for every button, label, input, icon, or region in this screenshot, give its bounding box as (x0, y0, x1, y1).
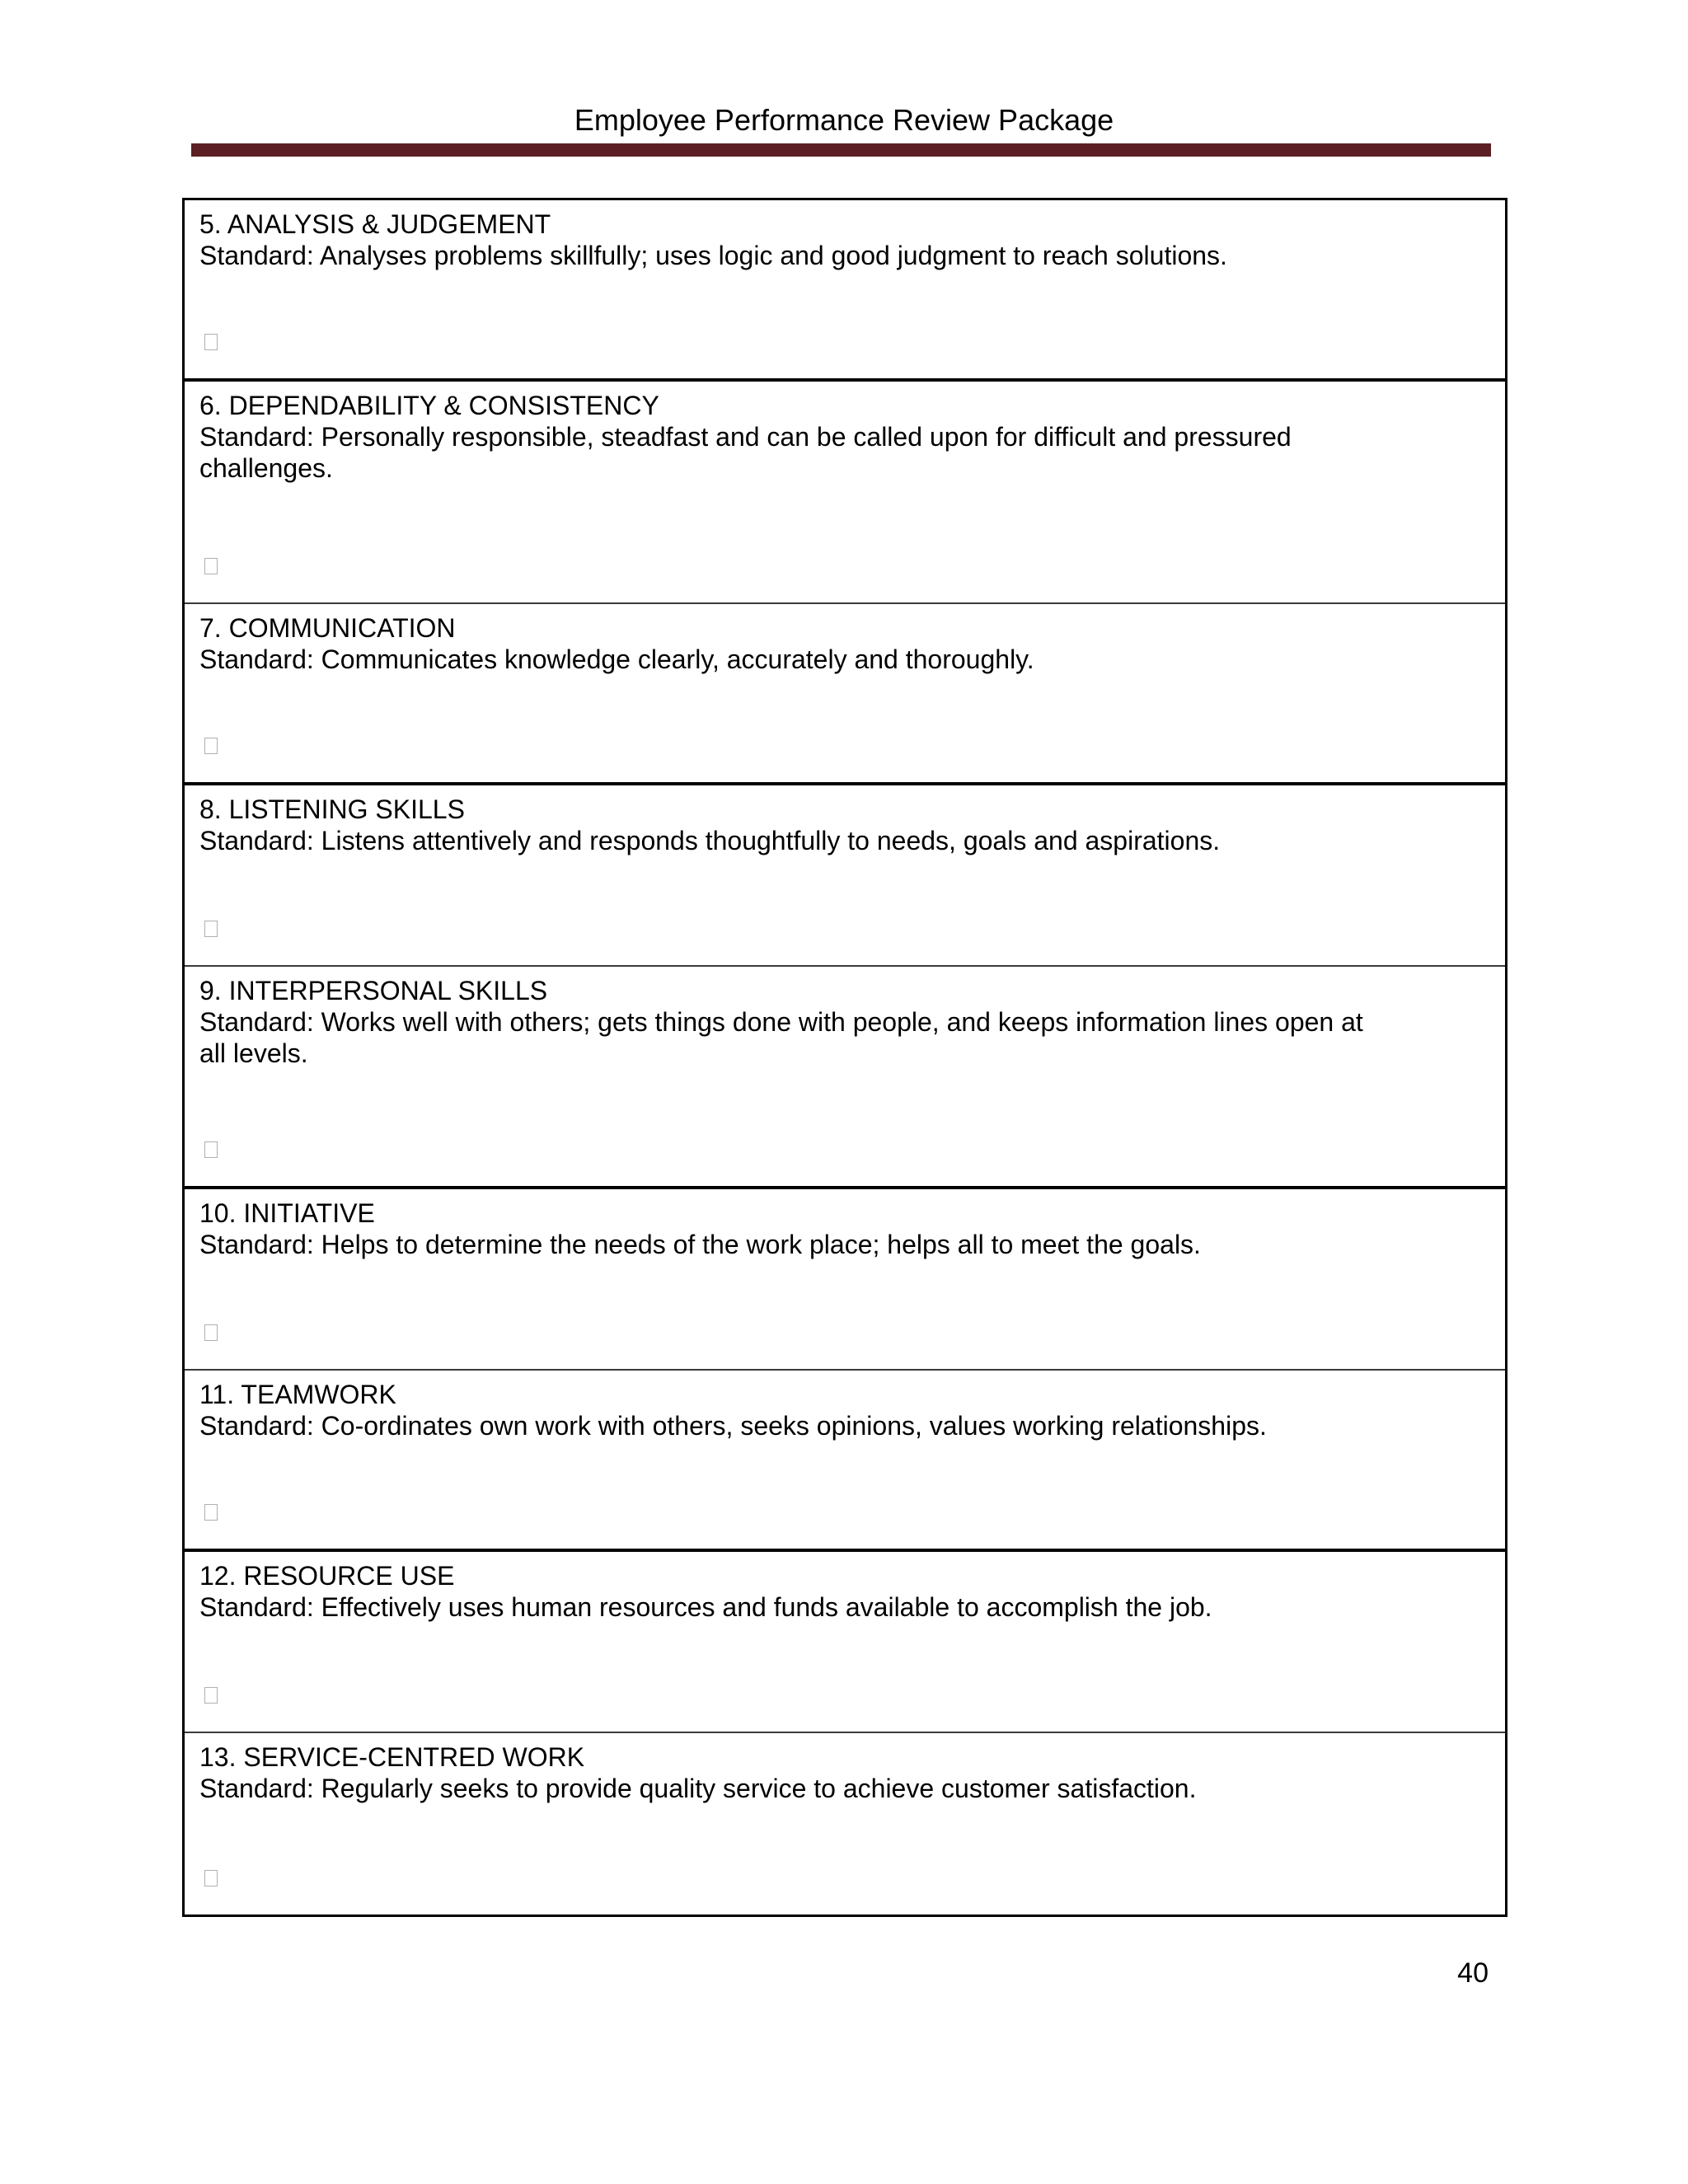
section-analysis-judgement (185, 200, 1505, 382)
section-title: 5. ANALYSIS & JUDGEMENT (199, 209, 551, 239)
page-number: 40 (1457, 1957, 1489, 1989)
rating-checkbox[interactable] (204, 558, 218, 574)
rating-table (182, 198, 1507, 1917)
section-standard: Standard: Co-ordinates own work with others, seeks opinions, values working relationships. (199, 1411, 1267, 1441)
header-rule (191, 143, 1491, 157)
rating-checkbox[interactable] (204, 1687, 218, 1704)
section-title: 12. RESOURCE USE (199, 1561, 455, 1591)
section-title: 8. LISTENING SKILLS (199, 794, 465, 824)
section-standard: Standard: Communicates knowledge clearly, accurately and thoroughly. (199, 644, 1034, 674)
rating-checkbox[interactable] (204, 738, 218, 754)
section-resource-use (185, 1552, 1505, 1733)
page-header: Employee Performance Review Package (574, 103, 1114, 137)
section-standard: Standard: Helps to determine the needs of the work place; helps all to meet the goals. (199, 1230, 1201, 1259)
section-initiative (185, 1189, 1505, 1371)
section-standard: Standard: Analyses problems skillfully; uses logic and good judgment to reach solutions. (199, 241, 1227, 270)
rating-checkbox[interactable] (204, 1504, 218, 1521)
section-standard: Standard: Listens attentively and responds thoughtfully to needs, goals and aspirations. (199, 826, 1221, 855)
section-listening-skills (185, 785, 1505, 967)
rating-checkbox[interactable] (204, 1141, 218, 1158)
section-dependability-consistency (185, 382, 1505, 604)
section-standard: Standard: Works well with others; gets things done with people, and keeps information lines open at all levels. (199, 1007, 1363, 1068)
section-service-centred-work (185, 1733, 1505, 1915)
section-communication (185, 604, 1505, 785)
rating-checkbox[interactable] (204, 334, 218, 350)
section-title: 6. DEPENDABILITY & CONSISTENCY (199, 391, 659, 420)
rating-checkbox[interactable] (204, 1870, 218, 1886)
section-standard: Standard: Regularly seeks to provide quality service to achieve customer satisfaction. (199, 1774, 1197, 1803)
rating-checkbox[interactable] (204, 1324, 218, 1341)
section-title: 13. SERVICE-CENTRED WORK (199, 1742, 585, 1772)
section-interpersonal-skills (185, 967, 1505, 1189)
rating-checkbox[interactable] (204, 921, 218, 937)
section-title: 11. TEAMWORK (199, 1380, 396, 1409)
section-title: 7. COMMUNICATION (199, 613, 456, 643)
section-title: 10. INITIATIVE (199, 1198, 375, 1228)
section-standard: Standard: Personally responsible, steadfast and can be called upon for difficult and pressured challenges. (199, 422, 1292, 483)
section-standard: Standard: Effectively uses human resources and funds available to accomplish the job. (199, 1592, 1212, 1622)
section-title: 9. INTERPERSONAL SKILLS (199, 976, 548, 1005)
section-teamwork (185, 1371, 1505, 1552)
